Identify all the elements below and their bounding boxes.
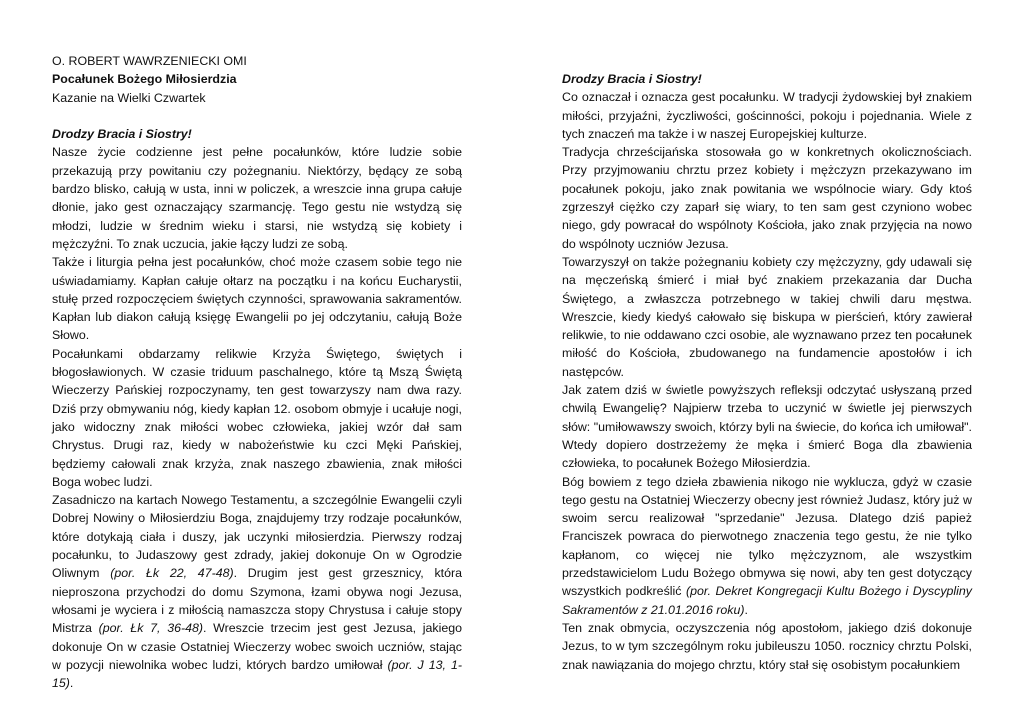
paragraph: Towarzyszył on także pożegnaniu kobiety czy mężczyzny, gdy udawali się na męczeńską śmierć i miał być znakiem przekazania dar Ducha Świętego, a zwłaszcza potrzebnego w takiej chwili daru męstwa. Wreszcie, kiedy kiedyś całowało się biskupa w pierścień, który zawierał relikwie, to nie oddawano czci osobie, ale wyznawano przez ten pocałunek miłość do Kościoła, zbudowanego na fundamencie apostołów i ich następców. — [562, 254, 972, 379]
paragraph: Jak zatem dziś w świetle powyższych refleksji odczytać usłyszaną przed chwilą Ewangelię? Najpierw trzeba to uczynić w świetle jej pierwszych słów: "umiłowawszy swoich, którzy byli na świecie, do końca ich umiłował". Wtedy dopiero dostrzeżemy że męka i śmierć Boga dla zbawienia człowieka, to pocałunek Bożego Miłosierdzia. — [562, 383, 972, 471]
text-run: . — [69, 676, 74, 691]
text-run: Zasadniczo na kartach Nowego Testamentu, a szczególnie Ewangelii czyli Dobrej Nowiny o Miłosierdziu Boga, znajdujemy trzy rodzaje pocałunków, które dotykają ciała i duszy, jak uczynki miłosierdzia. Pierwszy rodzaj pocałunku, to Judaszowy gest zdrady, jakiej dokonuje On w Ogrodzie Oliwnym — [52, 493, 462, 581]
paragraph: Co oznaczał i oznacza gest pocałunku. W tradycji żydowskiej był znakiem miłości, przyjaźni, życzliwości, gościnności, pokoju i pojednania. Wiele z tych znaczeń ma także i w naszej Europejskiej kulturze. — [562, 90, 972, 141]
text-run: . — [744, 602, 748, 617]
scripture-reference: (por. Łk 7, 36-48) — [98, 621, 204, 636]
right-column — [562, 70, 972, 674]
scripture-reference: (por. J 13, 1-15) — [52, 657, 462, 691]
decree-reference: (por. Dekret Kongregacji Kultu Bożego i Dyscypliny Sakramentów z 21.01.2016 roku) — [562, 584, 972, 617]
text-run: . Drugim jest gest grzesznicy, która nieproszona przychodzi do domu Szymona, łzami obywa nogi Jezusa, włosami je wyciera i z miłością namaszcza stopy Chrystusa i całuje stopy Mistrza — [52, 566, 462, 636]
greeting: Drodzy Bracia i Siostry! — [52, 127, 192, 142]
paragraph — [52, 491, 462, 692]
sermon-title: Pocałunek Bożego Miłosierdzia — [52, 72, 237, 87]
paragraph — [562, 473, 972, 619]
paragraph: Ten znak obmycia, oczyszczenia nóg apostołom, jakiego dziś dokonuje Jezus, to w tym szczególnym roku jubileuszu 1050. rocznicy chrztu Polski, znak nawiązania do mojego chrztu, który stał się osobistym pocałunkiem — [562, 620, 972, 672]
sermon-subtitle: Kazanie na Wielki Czwartek — [52, 90, 206, 105]
spacer — [52, 107, 462, 125]
author-name: O. ROBERT WAWRZENIECKI OMI — [52, 54, 247, 68]
text-run: Bóg bowiem z tego dzieła zbawienia nikogo nie wyklucza, gdyż w czasie tego gestu na Ostatniej Wieczerzy obecny jest również Judasz, który już w swoim sercu realizował "sprzedanie" Jezusa. Dlatego dziś papież Franciszek powraca do pierwotnego znaczenia tego gestu, że nie tylko kapłanom, co więcej nie tylko mężczyznom, ale wszystkim przedstawicielom Ludu Bożego obmywa się nowi, aby ten gest dotyczący wszystkich podkreślić — [562, 474, 972, 599]
paragraph: Także i liturgia pełna jest pocałunków, choć może czasem sobie tego nie uświadamiamy. Kapłan całuje ołtarz na początku i na końcu Eucharystii, stułę przed rozpoczęciem świętych czynności, sprawowania sakramentów. Kapłan lub diakon całują księgę Ewangelii po jej odczytaniu, całują Boże Słowo. — [52, 255, 462, 343]
paragraph: Pocałunkami obdarzamy relikwie Krzyża Świętego, świętych i błogosławionych. W czasie triduum paschalnego, które tą Mszą Świętą Wieczerzy Pańskiej rozpoczynamy, ten gest towarzyszy nam dwa razy. Dziś przy obmywaniu nóg, kiedy kapłan 12. osobom obmyje i ucałuje nogi, jako widoczny znak miłości wobec człowieka, jakiej wzór dał sam Chrystus. Drugi raz, kiedy w nabożeństwie ku czci Męki Pańskiej, będziemy całowali znak krzyża, znak naszego zbawienia, znak miłości Boga wobec ludzi. — [52, 346, 462, 489]
paragraph: Tradycja chrześcijańska stosowała go w konkretnych okolicznościach. Przy przyjmowaniu chrztu przez kobiety i mężczyzn przekazywano im pocałunek pokoju, jako znak powitania we wspólnocie wiary. Gdy ktoś zgrzeszył ciężko czy zaparł się wiary, to ten sam gest czyniono wobec niego, gdy powracał do wspólnoty Kościoła, jako znak przyjęcia na nowo do wspólnoty uczniów Jezusa. — [562, 145, 972, 251]
left-column — [52, 52, 462, 692]
paragraph: Nasze życie codzienne jest pełne pocałunków, które ludzie sobie przekazują przy powitaniu czy pożegnaniu. Niektórzy, będący ze sobą bardzo blisko, całują w usta, inni w policzek, a wreszcie inna grupa całuje dłonie, jako gest oznaczający szarmancję. Tego gestu nie wstydzą się młodzi, ludzie w średnim wieku i starsi, nie wstydzą się kobiety i mężczyźni. To znak uczucia, jakie łączy ludzi ze sobą. — [52, 145, 462, 251]
text-run: . Wreszcie trzecim jest gest Jezusa, jakiego dokonuje On w czasie Ostatniej Wieczerzy wobec swoich uczniów, stając w pozycji niewolnika wobec ludzi, których bardzo umiłował — [52, 621, 462, 672]
scripture-reference: (por. Łk 22, 47-48) — [110, 566, 234, 581]
greeting: Drodzy Bracia i Siostry! — [562, 72, 702, 86]
